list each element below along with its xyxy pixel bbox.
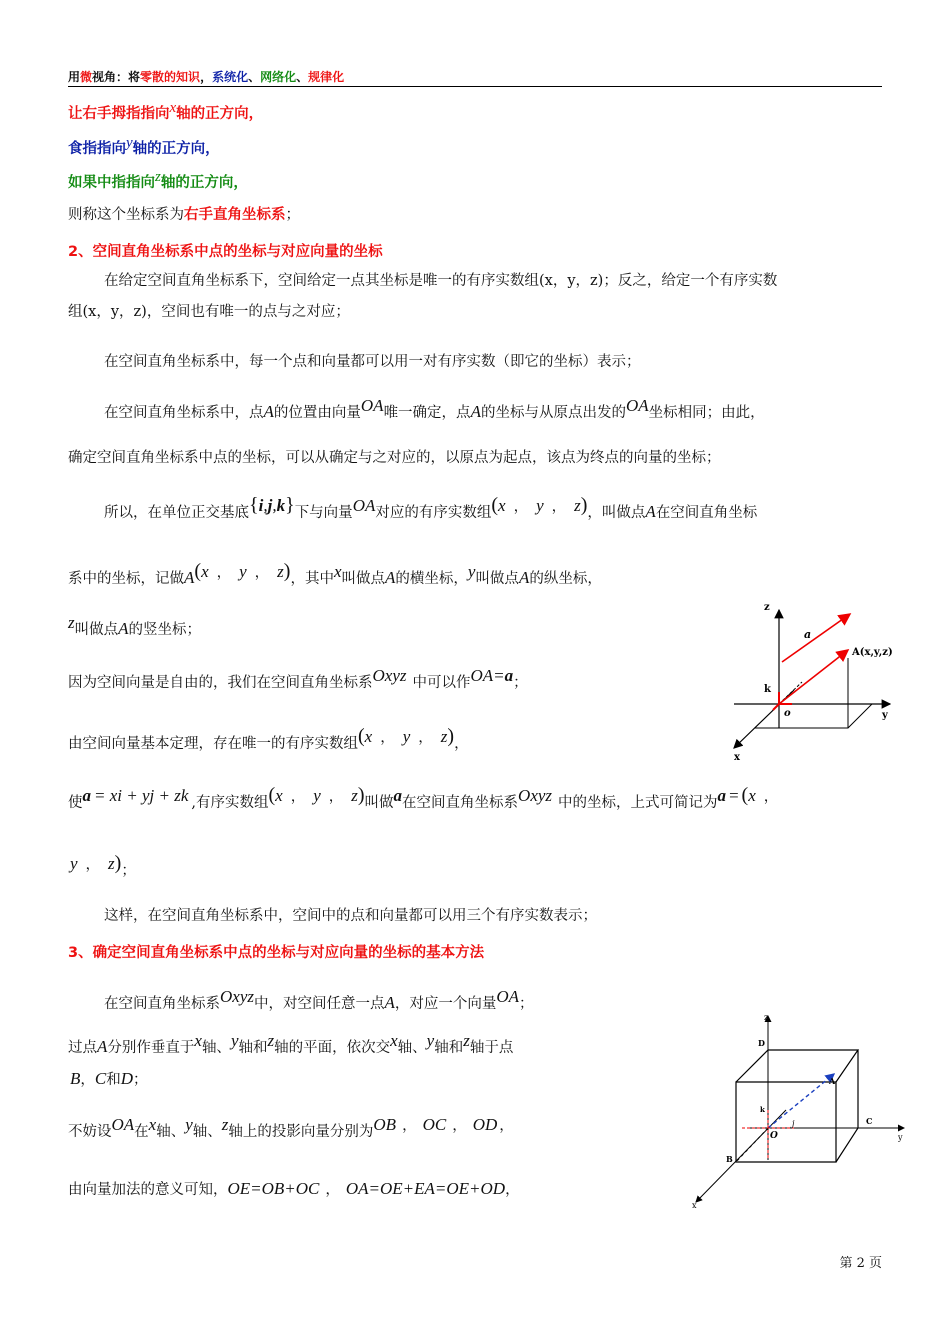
text: 的坐标与从原点出发的: [480, 405, 626, 421]
text: ，: [513, 499, 529, 515]
text: ，: [380, 730, 395, 746]
text: 叫做点: [341, 571, 385, 587]
cube-back: [736, 1050, 858, 1162]
vec: OA: [360, 396, 384, 415]
paragraph-line: [68, 666, 528, 692]
label-y: y: [882, 710, 888, 721]
text: 对应的有序实数组: [375, 505, 492, 521]
text: 则称这个坐标系为: [68, 207, 184, 223]
label-a: A: [829, 1076, 836, 1086]
var: B: [70, 1069, 81, 1088]
paragraph-line: [70, 1070, 148, 1089]
text: ，: [254, 565, 270, 581]
var: y: [426, 1031, 435, 1050]
var: x: [498, 496, 506, 515]
var: A: [263, 402, 274, 421]
vec: a: [393, 786, 403, 805]
text: 由空间向量基本定理，存在唯一的有序实数组: [68, 736, 358, 752]
header-rule: [68, 86, 882, 87]
label-point-a: A(x,y,z): [852, 647, 893, 658]
text: 的横坐标，: [395, 571, 468, 587]
vec: a: [82, 786, 91, 805]
label-k: k: [760, 1105, 765, 1114]
label-c: C: [866, 1116, 873, 1126]
label-d: D: [758, 1038, 765, 1048]
text: ；: [285, 207, 300, 223]
text: 轴和: [238, 1040, 268, 1056]
text: 的位置由向量: [273, 405, 361, 421]
paren: (: [358, 725, 365, 747]
text: ；: [121, 863, 136, 879]
text: ，: [505, 1182, 520, 1198]
text: 唯一确定，点: [383, 405, 471, 421]
var: x: [201, 562, 209, 581]
text: ，: [325, 1182, 340, 1198]
text: ,有序实数组: [191, 795, 269, 811]
vec: OA: [352, 496, 376, 515]
text: =: [728, 786, 740, 805]
paragraph-line: [68, 1031, 514, 1057]
formula: OA=OE+EA=OE+OD: [345, 1179, 506, 1198]
paragraph-line: [104, 987, 534, 1013]
section-3-title: 3、确定空间直角坐标系中点的坐标与对应向量的坐标的基本方法: [68, 945, 485, 961]
text: 使: [68, 795, 83, 811]
label-b: B: [726, 1154, 733, 1164]
label-o: o: [784, 708, 791, 719]
paren: ): [580, 494, 588, 516]
var: z: [68, 613, 75, 632]
header-text: 用: [68, 70, 81, 84]
text: 轴和: [434, 1040, 464, 1056]
rule-called: [68, 206, 300, 224]
var-z: z: [155, 169, 161, 185]
paragraph-line: 这样，在空间直角坐标系中，空间中的点和向量都可以用三个有序实数表示；: [104, 908, 597, 924]
paragraph-line: [68, 725, 469, 753]
text: 在空间直角坐标: [655, 505, 758, 521]
text: ；: [519, 996, 534, 1012]
text: 轴的平面，依次交: [274, 1040, 391, 1056]
text: ,: [263, 496, 268, 515]
vec: OB: [373, 1115, 397, 1134]
text: 轴、: [201, 1040, 231, 1056]
text: 和: [106, 1072, 121, 1088]
text: 中可以作: [412, 675, 471, 691]
paragraph-line: 在给定空间直角坐标系下，空间给定一点其坐标是唯一的有序实数组(x，y，z)；反之，给定一个有序实数: [104, 273, 778, 289]
var: C: [94, 1069, 107, 1088]
label-k: k: [764, 684, 771, 695]
text: 中的坐标，上式可简记为: [558, 795, 718, 811]
text: ，叫做点: [587, 505, 646, 521]
text: 如果中指指向: [68, 175, 155, 191]
var-x: x: [169, 100, 177, 116]
text: 叫做: [364, 795, 394, 811]
text: ；: [133, 1072, 148, 1088]
label-j: j: [792, 1119, 795, 1128]
var: z: [221, 1115, 229, 1134]
var: z: [574, 496, 581, 515]
text: 轴上的投影向量分别为: [228, 1124, 374, 1140]
text: ，其中: [290, 571, 334, 587]
vec: OD: [472, 1115, 498, 1134]
paragraph-line: 在空间直角坐标系中，每一个点和向量都可以用一对有序实数（即它的坐标）表示；: [104, 354, 641, 370]
text: 叫做点: [74, 622, 119, 638]
header-text: 微: [80, 70, 93, 84]
unit-i: [773, 704, 779, 710]
var: A: [97, 1037, 108, 1056]
text: ，: [551, 499, 567, 515]
paren: (: [741, 784, 749, 806]
page-header: [68, 68, 344, 85]
paragraph-line: [68, 1115, 514, 1141]
text: ,: [272, 496, 277, 515]
header-text: 网络化: [260, 70, 297, 84]
var: y: [239, 562, 247, 581]
label-x: x: [734, 752, 740, 763]
var: z: [440, 727, 448, 746]
brace: }: [285, 494, 295, 516]
paragraph-line: [104, 396, 765, 422]
var-y: y: [126, 135, 133, 151]
paren: ): [357, 784, 365, 806]
paren: (: [194, 560, 202, 582]
vec: k: [276, 496, 286, 515]
figure-coordinate-system: [722, 598, 902, 766]
text: 在空间直角坐标系: [402, 795, 519, 811]
var: A: [645, 502, 656, 521]
cube-front: [736, 1082, 836, 1162]
vector-a: [782, 614, 850, 662]
var: x: [748, 786, 756, 805]
var: y: [230, 1031, 239, 1050]
text: ，: [402, 1118, 417, 1134]
paren: ): [283, 560, 291, 582]
text: ，: [216, 565, 232, 581]
var: x: [275, 786, 283, 805]
label-a: a: [804, 628, 812, 641]
header-text: 视角：将: [92, 70, 141, 84]
header-text: 、: [248, 70, 261, 84]
text: ，: [418, 730, 433, 746]
formula: OE=OB+OC: [227, 1179, 320, 1198]
text: 的竖坐标；: [128, 622, 202, 638]
header-text: ，: [200, 70, 213, 84]
text: 中，对空间任意一点: [253, 996, 385, 1012]
vec: OA: [111, 1115, 135, 1134]
var: x: [364, 727, 373, 746]
text: 在: [134, 1124, 149, 1140]
var: A: [384, 993, 395, 1012]
cube-hidden: [736, 1050, 858, 1162]
text: 的纵坐标，: [529, 571, 602, 587]
text: 轴的正方向，: [176, 106, 264, 122]
text: ，: [452, 1118, 467, 1134]
header-text: 系统化: [212, 70, 249, 84]
text: ，: [80, 1072, 95, 1088]
var: A: [385, 568, 396, 587]
text: 分别作垂直于: [107, 1040, 195, 1056]
var: A: [518, 568, 530, 587]
var: z: [351, 786, 358, 805]
header-text: 、: [296, 70, 309, 84]
var: z: [277, 562, 284, 581]
paragraph-line: [70, 852, 136, 880]
text: 因为空间向量是自由的，我们在空间直角坐标系: [68, 675, 373, 691]
vec: OA: [625, 396, 649, 415]
var: x: [148, 1115, 157, 1134]
var: y: [70, 854, 78, 873]
var: A: [118, 619, 129, 638]
paren: ): [114, 852, 122, 874]
vec: j: [267, 496, 273, 515]
paren: ): [447, 725, 455, 747]
text: ，: [85, 857, 101, 873]
text: 由向量加法的意义可知，: [68, 1182, 228, 1198]
var: y: [402, 727, 411, 746]
text: ，: [328, 789, 344, 805]
text: 轴于点: [469, 1040, 514, 1056]
label-x: x: [692, 1201, 697, 1210]
vec: a: [717, 786, 727, 805]
text: 所以，在单位正交基底: [104, 505, 249, 521]
label-y: y: [898, 1133, 903, 1142]
var: z: [267, 1031, 275, 1050]
vec: OA: [496, 987, 520, 1006]
text: ，: [499, 1118, 514, 1134]
text: 轴、: [192, 1124, 222, 1140]
text: 在空间直角坐标系: [104, 996, 220, 1012]
text: 下与向量: [294, 505, 353, 521]
text: 系中的坐标，记做: [68, 571, 184, 587]
vector-oa: [779, 650, 848, 704]
formula: OA=: [470, 666, 505, 685]
var: Oxyz: [518, 786, 553, 805]
text: 不妨设: [68, 1124, 112, 1140]
paren: (: [268, 784, 276, 806]
text: 坐标相同；由此，: [648, 405, 765, 421]
text: 轴、: [397, 1040, 427, 1056]
var: x: [194, 1031, 202, 1050]
page-number: 第 2 页: [839, 1256, 882, 1271]
label-o: O: [770, 1131, 778, 1141]
var: y: [467, 562, 476, 581]
text: ，: [763, 789, 779, 805]
text: ；: [513, 675, 528, 691]
header-text: 规律化: [308, 70, 345, 84]
vec: i: [258, 496, 264, 515]
paragraph-line: 确定空间直角坐标系中点的坐标，可以从确定与之对应的，以原点为起点，该点为终点的向量的坐标；: [68, 450, 721, 466]
var: z: [463, 1031, 470, 1050]
text: 食指指向: [68, 141, 126, 157]
section-2-title: 2、空间直角坐标系中点的坐标与对应向量的坐标: [68, 244, 383, 260]
text: 过点: [68, 1040, 97, 1056]
vec: OC: [422, 1115, 447, 1134]
text: ，: [454, 736, 469, 752]
text: 在空间直角坐标系中，点: [104, 405, 264, 421]
var: y: [536, 496, 544, 515]
paragraph-line: [68, 1180, 520, 1199]
text: ，对应一个向量: [394, 996, 497, 1012]
paragraph-line: [68, 613, 202, 639]
var: x: [390, 1031, 398, 1050]
header-text: 零散的知识: [140, 70, 201, 84]
rule-thumb: [68, 102, 263, 123]
formula: = xi + yj + zk: [94, 786, 189, 805]
paragraph-line: [104, 494, 758, 522]
var: Oxyz: [220, 987, 254, 1006]
label-z: z: [764, 602, 770, 613]
brace: {: [249, 494, 259, 516]
paragraph-line: 组(x，y，z)，空间也有唯一的点与之对应；: [68, 304, 350, 320]
text: 右手直角坐标系: [184, 207, 286, 223]
var: y: [185, 1115, 193, 1134]
var: x: [333, 562, 342, 581]
figure-cube: [688, 1010, 910, 1212]
var: Oxyz: [372, 666, 407, 685]
text: 轴、: [156, 1124, 186, 1140]
label-z: z: [764, 1013, 769, 1022]
paragraph-line: [68, 560, 602, 588]
var: A: [470, 402, 481, 421]
paragraph-line: [68, 784, 779, 812]
text: 让右手拇指指向: [68, 106, 170, 122]
rule-index: [68, 137, 220, 158]
text: 轴的正方向，: [160, 175, 248, 191]
text: 轴的正方向，: [132, 141, 220, 157]
var: y: [313, 786, 321, 805]
base-plane: [755, 704, 872, 728]
rule-middle: [68, 171, 248, 192]
var: z: [108, 854, 115, 873]
vec: a: [504, 666, 514, 685]
text: ，: [290, 789, 306, 805]
paren: (: [491, 494, 499, 516]
text: 叫做点: [475, 571, 519, 587]
var: D: [120, 1069, 134, 1088]
var: A: [184, 568, 195, 587]
